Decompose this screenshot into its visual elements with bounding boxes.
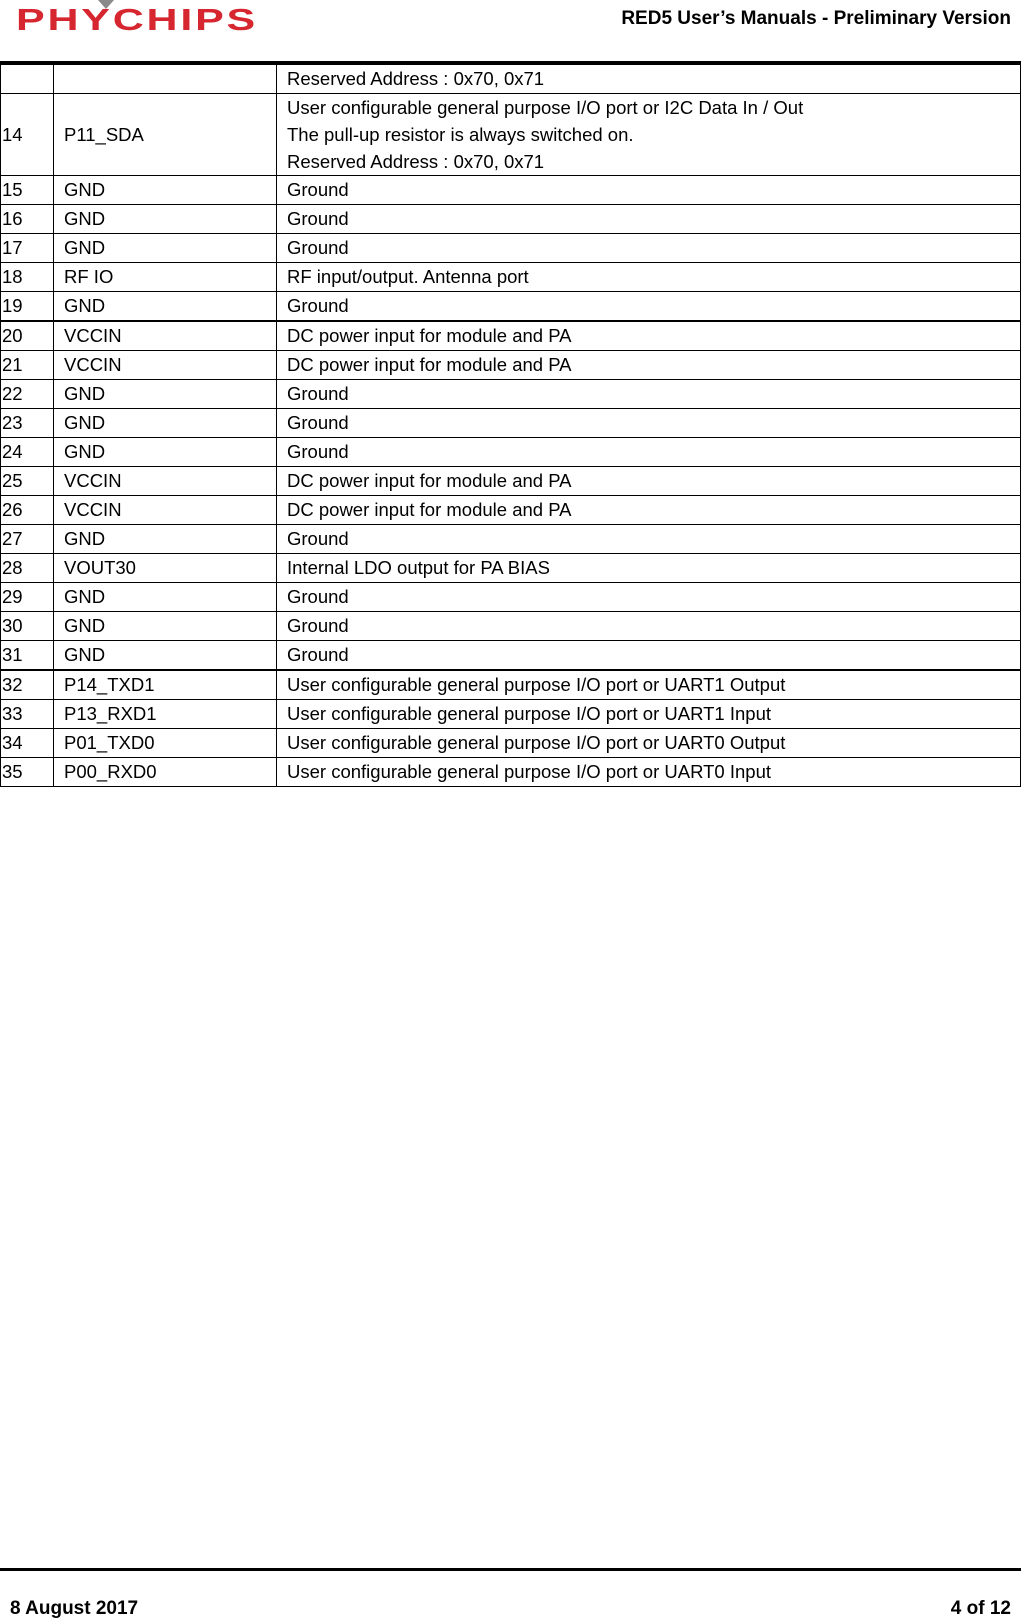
- pin-number: 28: [2, 557, 23, 578]
- pin-name: GND: [54, 176, 277, 205]
- pin-number-cell: [1, 700, 54, 729]
- table-row: [1, 612, 1021, 641]
- pin-number: 25: [2, 470, 23, 491]
- phychips-logo: [16, 0, 261, 36]
- pin-description: Ground: [277, 641, 1021, 671]
- pin-name: GND: [54, 438, 277, 467]
- pin-description: Ground: [277, 205, 1021, 234]
- pin-name: P11_SDA: [54, 94, 277, 176]
- table-row: [1, 380, 1021, 409]
- pin-name: GND: [54, 583, 277, 612]
- pin-number-cell: [1, 94, 54, 176]
- description-line: User configurable general purpose I/O port or I2C Data In / Out: [287, 97, 804, 118]
- pin-number-cell: [1, 321, 54, 351]
- pin-number: 17: [2, 237, 23, 258]
- table-row: [1, 263, 1021, 292]
- pin-number: 21: [2, 354, 23, 375]
- table-row: [1, 438, 1021, 467]
- pin-description: [277, 94, 1021, 176]
- table-row: [1, 176, 1021, 205]
- pin-description: User configurable general purpose I/O port or UART0 Input: [277, 758, 1021, 787]
- table-row: [1, 758, 1021, 787]
- pin-name: VCCIN: [54, 496, 277, 525]
- pin-name: VCCIN: [54, 467, 277, 496]
- pin-description: Ground: [277, 438, 1021, 467]
- pin-name: GND: [54, 409, 277, 438]
- pin-number: 22: [2, 383, 23, 404]
- pin-name: VCCIN: [54, 321, 277, 351]
- pin-number-cell: [1, 670, 54, 700]
- pin-number: 26: [2, 499, 23, 520]
- table-row: [1, 205, 1021, 234]
- pin-description: Ground: [277, 292, 1021, 322]
- pin-description: Ground: [277, 583, 1021, 612]
- pin-name: GND: [54, 525, 277, 554]
- pin-description: DC power input for module and PA: [277, 496, 1021, 525]
- table-row: [1, 700, 1021, 729]
- pin-name: GND: [54, 205, 277, 234]
- pin-name: VOUT30: [54, 554, 277, 583]
- pin-description: Reserved Address : 0x70, 0x71: [277, 65, 1021, 94]
- footer-page-number: 4 of 12: [950, 1598, 1011, 1619]
- pin-number-cell: [1, 641, 54, 671]
- pin-description: Ground: [277, 525, 1021, 554]
- pin-name: RF IO: [54, 263, 277, 292]
- pin-name: GND: [54, 641, 277, 671]
- table-row: [1, 554, 1021, 583]
- footer-date: 8 August 2017: [10, 1598, 139, 1619]
- pin-number: 35: [2, 761, 23, 782]
- pin-number-cell: [1, 496, 54, 525]
- pin-number: 24: [2, 441, 23, 462]
- pin-number: 27: [2, 528, 23, 549]
- table-row: [1, 409, 1021, 438]
- pin-description: Ground: [277, 409, 1021, 438]
- pin-number-cell: [1, 583, 54, 612]
- pin-number-cell: [1, 729, 54, 758]
- pin-number-cell: [1, 205, 54, 234]
- pin-number-cell: [1, 176, 54, 205]
- pin-number-cell: [1, 612, 54, 641]
- table-row: [1, 351, 1021, 380]
- pin-description: User configurable general purpose I/O port or UART0 Output: [277, 729, 1021, 758]
- pin-name: GND: [54, 380, 277, 409]
- pin-name: P01_TXD0: [54, 729, 277, 758]
- pin-number: 29: [2, 586, 23, 607]
- table-row: [1, 94, 1021, 176]
- pin-name: P13_RXD1: [54, 700, 277, 729]
- pin-number: 15: [2, 179, 23, 200]
- table-row: [1, 670, 1021, 700]
- pin-description-table: [0, 64, 1021, 787]
- pin-number-cell: [1, 65, 54, 94]
- table-row: [1, 65, 1021, 94]
- pin-number: 16: [2, 208, 23, 229]
- pin-name: GND: [54, 234, 277, 263]
- pin-description: Ground: [277, 612, 1021, 641]
- pin-number-cell: [1, 554, 54, 583]
- pin-description: Ground: [277, 380, 1021, 409]
- table-row: [1, 496, 1021, 525]
- table-row: [1, 234, 1021, 263]
- table-row: [1, 321, 1021, 351]
- pin-number: 20: [2, 325, 23, 346]
- pin-description: DC power input for module and PA: [277, 321, 1021, 351]
- pin-number-cell: [1, 351, 54, 380]
- pin-number-cell: [1, 467, 54, 496]
- table-row: [1, 583, 1021, 612]
- pin-number-cell: [1, 234, 54, 263]
- pin-description: Ground: [277, 176, 1021, 205]
- description-line: Reserved Address : 0x70, 0x71: [287, 151, 545, 172]
- document-title: RED5 User’s Manuals - Preliminary Version: [621, 8, 1011, 29]
- table-row: [1, 525, 1021, 554]
- pin-number: 32: [2, 674, 23, 695]
- pin-number-cell: [1, 438, 54, 467]
- logo-text: PHYCHIPS: [16, 2, 258, 36]
- pin-name: GND: [54, 612, 277, 641]
- table-row: [1, 729, 1021, 758]
- pin-description: Ground: [277, 234, 1021, 263]
- pin-number-cell: [1, 380, 54, 409]
- pin-number-cell: [1, 525, 54, 554]
- pin-number: 30: [2, 615, 23, 636]
- pin-name: P14_TXD1: [54, 670, 277, 700]
- pin-number: 34: [2, 732, 23, 753]
- pin-name: [54, 65, 277, 94]
- pin-number: 14: [2, 123, 23, 145]
- footer-divider: [0, 1568, 1021, 1571]
- description-line: The pull-up resistor is always switched on.: [287, 124, 634, 145]
- pin-number-cell: [1, 758, 54, 787]
- pin-name: GND: [54, 292, 277, 322]
- pin-description: DC power input for module and PA: [277, 467, 1021, 496]
- pin-number: 19: [2, 295, 23, 316]
- pin-number: 31: [2, 644, 23, 665]
- table-row: [1, 467, 1021, 496]
- table-row: [1, 292, 1021, 322]
- pin-description: DC power input for module and PA: [277, 351, 1021, 380]
- pin-number-cell: [1, 409, 54, 438]
- pin-description: User configurable general purpose I/O port or UART1 Output: [277, 670, 1021, 700]
- pin-number-cell: [1, 292, 54, 322]
- pin-number-cell: [1, 263, 54, 292]
- pin-description: Internal LDO output for PA BIAS: [277, 554, 1021, 583]
- pin-number: 33: [2, 703, 23, 724]
- pin-name: VCCIN: [54, 351, 277, 380]
- table-row: [1, 641, 1021, 671]
- pin-description: RF input/output. Antenna port: [277, 263, 1021, 292]
- pin-number: 18: [2, 266, 23, 287]
- pin-number: 23: [2, 412, 23, 433]
- pin-description: User configurable general purpose I/O port or UART1 Input: [277, 700, 1021, 729]
- pin-name: P00_RXD0: [54, 758, 277, 787]
